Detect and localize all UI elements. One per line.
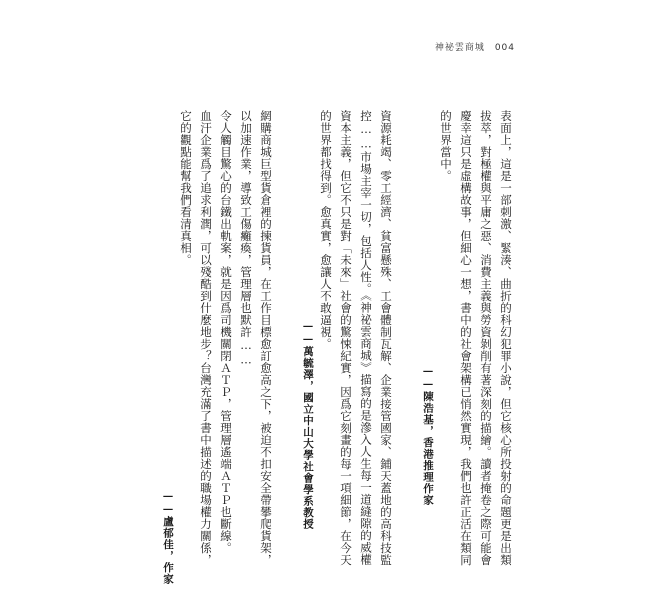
attribution: ——陳浩基，香港推理作家 <box>422 365 434 506</box>
page-number: 004 <box>494 43 515 53</box>
text-column: 網購商城巨型貨倉裡的揀貨員，在工作目標愈訂愈高之下，被迫不扣安全帶攀爬貨架， <box>259 110 273 566</box>
text-column: 以加速作業，導致工傷癱瘓，管理層也默許…… <box>239 110 253 367</box>
text-column: 血汗企業爲了追求利潤，可以殘酷到什麼地步？台灣充滿了書中描述的職場權力關係， <box>199 110 213 566</box>
running-header <box>435 40 515 53</box>
text-column: 的世界都找得到。愈真實，愈讓人不敢逼視。 <box>319 110 333 350</box>
text-column: 它的觀點能幫我們看清真相。 <box>179 110 193 266</box>
text-column: 表面上，這是一部刺激、緊湊、曲折的科幻犯罪小說，但它核心所投射的命題更是出類 <box>499 110 513 566</box>
text-column: 資本主義，但它不只是對「未來」社會的驚悚紀實，因爲它刻畫的每一項細節，在今天 <box>339 110 353 566</box>
text-column: 的世界當中。 <box>439 110 453 182</box>
attribution: ——盧郁佳，作家 <box>162 490 174 585</box>
book-title: 神祕雲商城 <box>434 43 485 53</box>
text-column: 慶幸這只是虛構故事，但細心一想，書中的社會架構已悄然實現，我們也許正活在類同 <box>459 110 473 566</box>
text-column: 控……市場主宰一切，包括人性。《神祕雲商城》描寫的是滲入人生每一道縫隙的威權 <box>359 110 373 566</box>
text-column: 拔萃，對極權與平庸之惡、消費主義與勞資剝削有著深刻的描繪。讀者掩卷之際可能會 <box>479 110 493 566</box>
text-column: 資源耗竭、零工經濟、貧富懸殊、工會體制瓦解、企業接管國家、鋪天蓋地的高科技監 <box>379 110 393 566</box>
text-column: 令人觸目驚心的台鐵出軌案，就是因爲司機關閉ＡＴＰ，管理層遙端ＡＴＰ也斷線。 <box>219 110 233 554</box>
attribution: ——萬毓澤，國立中山大學社會學系教授 <box>302 320 314 530</box>
